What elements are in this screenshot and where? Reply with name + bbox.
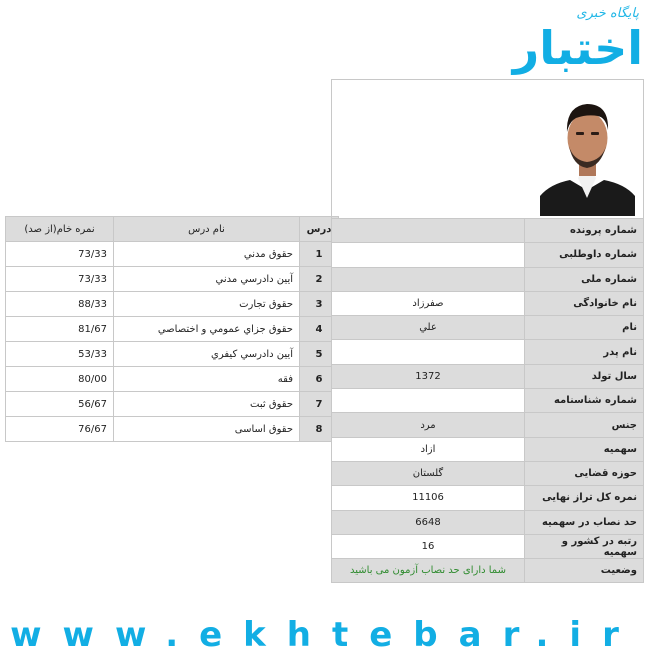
rank-label: رتبه در کشور و سهمیه	[525, 534, 644, 558]
header-course-number: درس	[300, 217, 339, 242]
table-row	[6, 367, 339, 392]
total-score-value: 11106	[332, 486, 525, 510]
table-row	[6, 292, 339, 317]
info-row	[332, 267, 644, 291]
site-logo[interactable]	[512, 4, 643, 84]
course-number: 1	[300, 242, 339, 267]
course-score: 56/67	[6, 392, 114, 417]
quota-threshold-label: حد نصاب در سهمیه	[525, 510, 644, 534]
status-value: شما دارای حد نصاب آزمون می باشید	[332, 559, 525, 583]
header-course-name: نام درس	[114, 217, 300, 242]
table-row	[6, 267, 339, 292]
table-row	[6, 392, 339, 417]
course-name: حقوق اساسی	[114, 417, 300, 442]
course-name: حقوق مدني	[114, 242, 300, 267]
course-score: 73/33	[6, 242, 114, 267]
course-number: 8	[300, 417, 339, 442]
table-row	[6, 342, 339, 367]
course-number: 6	[300, 367, 339, 392]
course-name: آيين دادرسي كيفري	[114, 342, 300, 367]
logo-tagline: پایگاه خبری	[576, 6, 639, 21]
info-row	[332, 243, 644, 267]
logo-name: اختبار	[512, 21, 643, 75]
quota-label: سهمیه	[525, 437, 644, 461]
total-score-label: نمره کل تراز نهایی	[525, 486, 644, 510]
table-row	[6, 242, 339, 267]
info-row	[332, 364, 644, 388]
id-card-number-value	[332, 389, 525, 413]
info-row	[332, 413, 644, 437]
course-number: 3	[300, 292, 339, 317]
quota-value: ازاد	[332, 437, 525, 461]
header-raw-score: نمره خام(از صد)	[6, 217, 114, 242]
course-number: 4	[300, 317, 339, 342]
course-score: 80/00	[6, 367, 114, 392]
course-number: 2	[300, 267, 339, 292]
course-name: فقه	[114, 367, 300, 392]
first-name-label: نام	[525, 316, 644, 340]
course-score: 76/67	[6, 417, 114, 442]
last-name-value: صفرزاد	[332, 291, 525, 315]
course-score: 53/33	[6, 342, 114, 367]
info-row	[332, 534, 644, 558]
course-number: 7	[300, 392, 339, 417]
info-row	[332, 219, 644, 243]
info-row	[332, 291, 644, 315]
info-row	[332, 340, 644, 364]
judicial-district-value: گلستان	[332, 461, 525, 485]
candidate-info-table	[331, 218, 644, 583]
file-number-value	[332, 219, 525, 243]
quota-threshold-value: 6648	[332, 510, 525, 534]
course-name: حقوق تجارت	[114, 292, 300, 317]
national-id-value	[332, 267, 525, 291]
scores-table	[5, 216, 339, 442]
gender-label: جنس	[525, 413, 644, 437]
info-row	[332, 437, 644, 461]
info-row	[332, 486, 644, 510]
portrait-image	[540, 86, 635, 216]
table-row	[6, 417, 339, 442]
file-number-label: شماره پرونده	[525, 219, 644, 243]
course-name: حقوق جزاي عمومي و اختصاصي	[114, 317, 300, 342]
site-url[interactable]: www.ekhtebar.ir	[10, 615, 640, 655]
applicant-number-value	[332, 243, 525, 267]
national-id-label: شماره ملی	[525, 267, 644, 291]
info-row	[332, 559, 644, 583]
father-name-label: نام پدر	[525, 340, 644, 364]
last-name-label: نام خانوادگی	[525, 291, 644, 315]
info-row	[332, 461, 644, 485]
gender-value: مرد	[332, 413, 525, 437]
status-label: وضعیت	[525, 559, 644, 583]
course-score: 73/33	[6, 267, 114, 292]
table-row	[6, 317, 339, 342]
id-card-number-label: شماره شناسنامه	[525, 389, 644, 413]
judicial-district-label: حوزه قضایی	[525, 461, 644, 485]
course-name: حقوق ثبت	[114, 392, 300, 417]
candidate-photo	[540, 86, 635, 216]
scores-header-row	[6, 217, 339, 242]
applicant-number-label: شماره داوطلبی	[525, 243, 644, 267]
info-row	[332, 389, 644, 413]
father-name-value	[332, 340, 525, 364]
first-name-value: علي	[332, 316, 525, 340]
birth-year-label: سال تولد	[525, 364, 644, 388]
course-score: 81/67	[6, 317, 114, 342]
course-number: 5	[300, 342, 339, 367]
course-name: آيين دادرسي مدني	[114, 267, 300, 292]
info-row	[332, 316, 644, 340]
rank-value: 16	[332, 534, 525, 558]
birth-year-value: 1372	[332, 364, 525, 388]
info-row	[332, 510, 644, 534]
course-score: 88/33	[6, 292, 114, 317]
